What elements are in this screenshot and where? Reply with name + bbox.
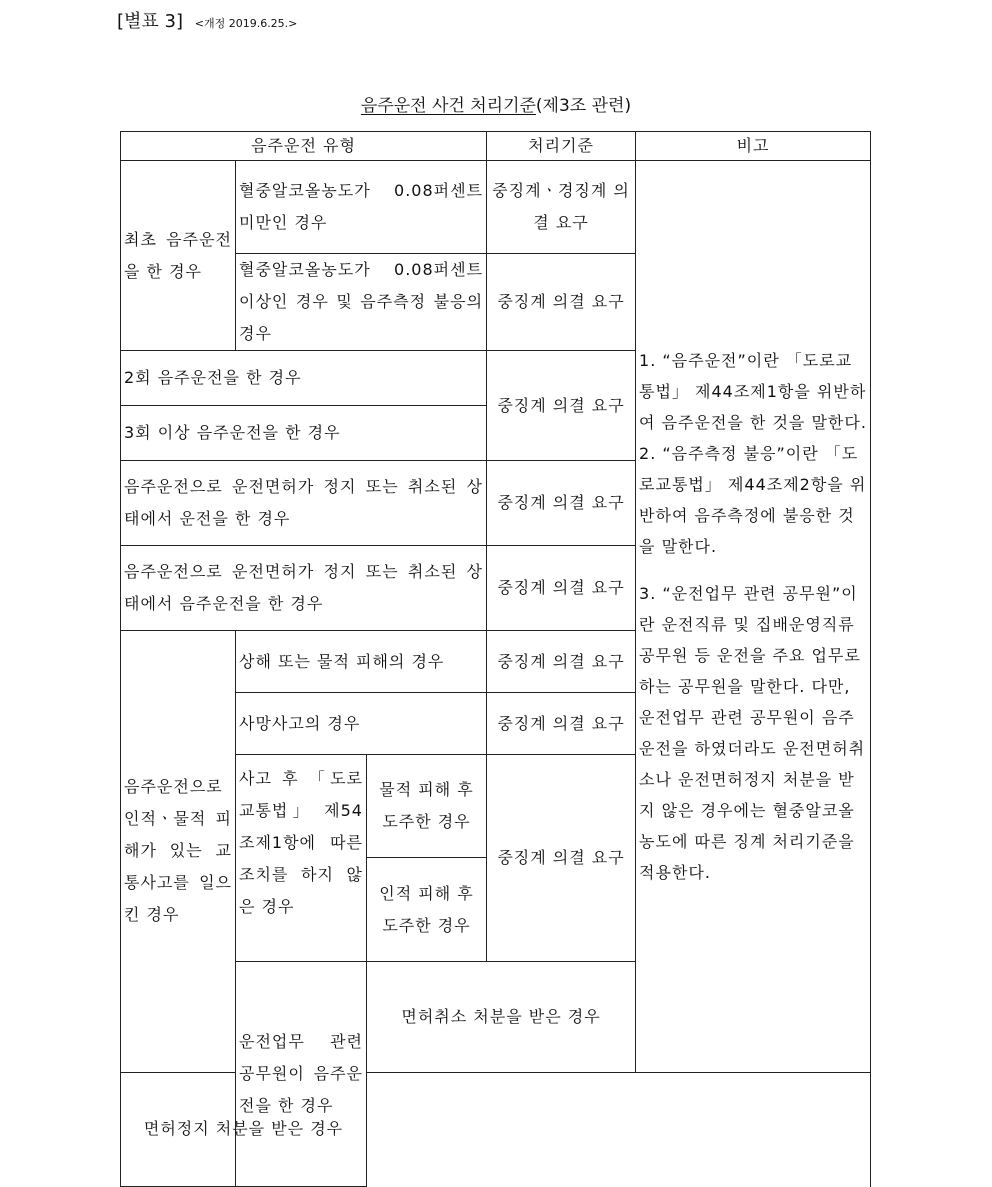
title-main: 음주운전 사건 처리기준 bbox=[360, 96, 536, 116]
revision-date: <개정 2019.6.25.> bbox=[194, 17, 298, 30]
first-offense-label: 최초 음주운전을 한 경우 bbox=[121, 161, 236, 351]
repeat-offense-standard: 중징계 의결 요구 bbox=[487, 351, 636, 461]
remark-item: 1. “음주운전”이란 「도로교통법」 제44조제1항을 위반하여 음주운전을 한 것을 말한다. bbox=[639, 350, 867, 432]
first-offense-over-008: 혈중알코올농도가 0.08퍼센트 이상인 경우 및 음주측정 불응의 경우 bbox=[236, 254, 487, 351]
suspended-license-driving-label: 음주운전으로 운전면허가 정지 또는 취소된 상태에서 운전을 한 경우 bbox=[121, 461, 487, 546]
suspended-license-driving-standard: 중징계 의결 요구 bbox=[487, 461, 636, 546]
disposition-standards-table bbox=[120, 131, 871, 1187]
accident-death-label: 사망사고의 경우 bbox=[236, 693, 487, 755]
accident-no-action-label: 사고 후 「도로교통법」 제54조제1항에 따른 조치를 하지 않은 경우 bbox=[236, 755, 367, 962]
remark-item: 3. “운전업무 관련 공무원”이란 운전직류 및 집배운영직류 공무원 등 운전을 주요 업무로 하는 공무원을 말한다. 다만, 운전업무 관련 공무원이 음주운전을 하였더라도 운전면허취소나 운전면허정지 처분을 받지 않은 경우에는 혈중알코올농도에 따른 징계 처리기준을 적용한다. bbox=[639, 583, 866, 882]
annex-header bbox=[117, 10, 297, 36]
remark-item: 2. “음주측정 불응”이란 「도로교통법」 제44조제2항을 위반하여 음주측정에 불응한 것을 말한다. bbox=[639, 443, 867, 556]
accident-flee-standard: 중징계 의결 요구 bbox=[487, 755, 636, 962]
first-offense-under-008: 혈중알코올농도가 0.08퍼센트 미만인 경우 bbox=[236, 161, 487, 254]
accident-injury-standard: 중징계 의결 요구 bbox=[487, 631, 636, 693]
column-header-remark: 비고 bbox=[636, 132, 871, 161]
accident-injury-label: 상해 또는 물적 피해의 경우 bbox=[236, 631, 487, 693]
suspended-license-drunk-standard: 중징계 의결 요구 bbox=[487, 546, 636, 631]
accident-person-flee-label: 인적 피해 후 도주한 경우 bbox=[367, 858, 487, 962]
driving-official-revoked-label: 면허취소 처분을 받은 경우 bbox=[367, 962, 636, 1073]
annex-number: [별표 3] bbox=[117, 11, 183, 32]
first-offense-over-008-standard: 중징계 의결 요구 bbox=[487, 254, 636, 351]
accident-death-standard: 중징계 의결 요구 bbox=[487, 693, 636, 755]
driving-official-suspended-label: 면허정지 처분을 받은 경우 bbox=[121, 1072, 367, 1186]
table-row bbox=[121, 1072, 871, 1186]
third-offense-label: 3회 이상 음주운전을 한 경우 bbox=[121, 406, 487, 461]
document-title bbox=[0, 94, 992, 118]
column-header-type: 음주운전 유형 bbox=[121, 132, 487, 161]
table-row bbox=[121, 161, 871, 254]
first-offense-under-008-standard: 중징계ㆍ경징계 의결 요구 bbox=[487, 161, 636, 254]
accident-property-flee-label: 물적 피해 후 도주한 경우 bbox=[367, 755, 487, 858]
title-reference: (제3조 관련) bbox=[535, 96, 632, 116]
driving-official-label: 운전업무 관련 공무원이 음주운전을 한 경우 bbox=[236, 962, 367, 1187]
suspended-license-drunk-label: 음주운전으로 운전면허가 정지 또는 취소된 상태에서 음주운전을 한 경우 bbox=[121, 546, 487, 631]
remarks-cell bbox=[636, 161, 871, 1073]
table-header-row bbox=[121, 132, 871, 161]
column-header-standard: 처리기준 bbox=[487, 132, 636, 161]
accident-label: 음주운전으로 인적ㆍ물적 피해가 있는 교통사고를 일으킨 경우 bbox=[121, 631, 236, 1073]
second-offense-label: 2회 음주운전을 한 경우 bbox=[121, 351, 487, 406]
